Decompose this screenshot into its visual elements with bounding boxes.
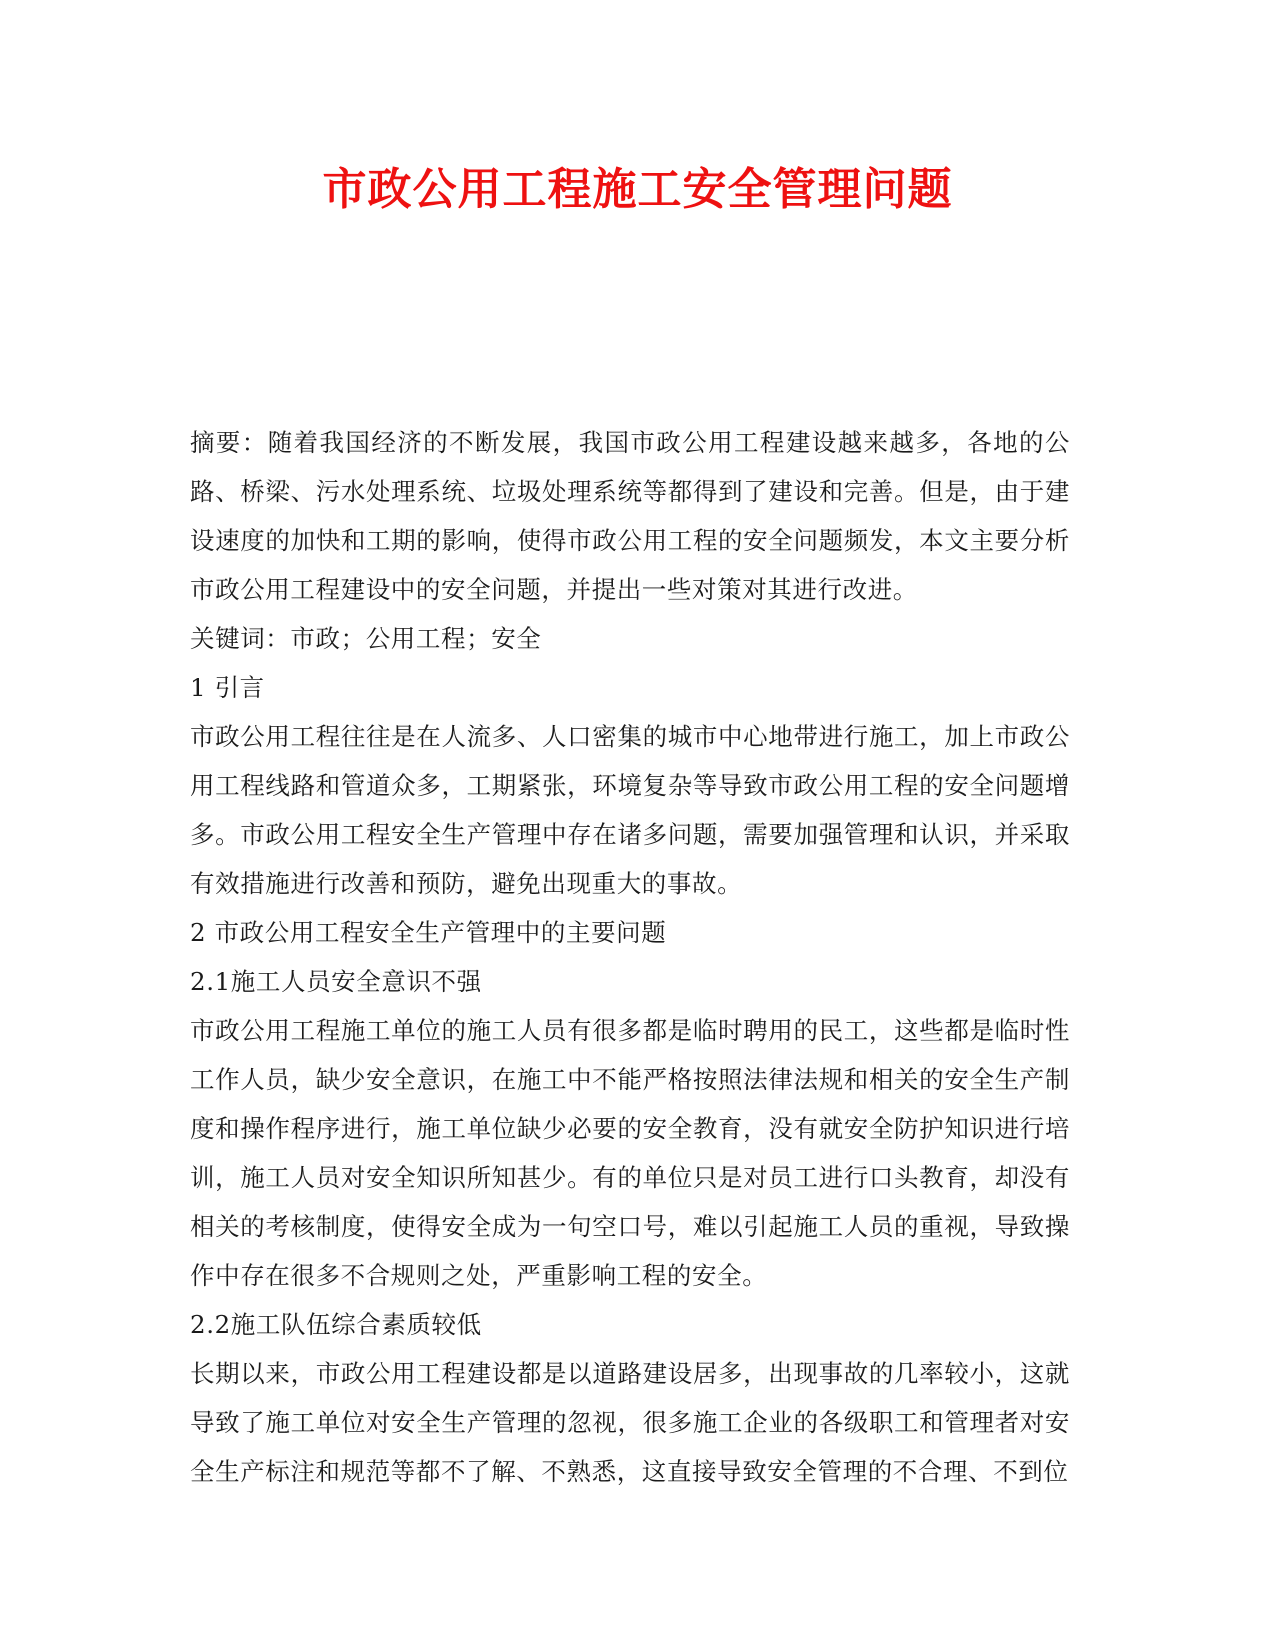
section-2-1-paragraph: 市政公用工程施工单位的施工人员有很多都是临时聘用的民工，这些都是临时性工作人员，缺少安全意识，在施工中不能严格按照法律法规和相关的安全生产制度和操作程序进行，施工单位缺少必要的安全教育，没有就安全防护知识进行培训，施工人员对安全知识所知甚少。有的单位只是对员工进行口头教育，却没有相关的考核制度，使得安全成为一句空口号，难以引起施工人员的重视，导致操作中存在很多不合规则之处，严重影响工程的安全。	[190, 1016, 1070, 1290]
document-title: 市政公用工程施工安全管理问题	[322, 164, 953, 215]
section-2-heading: 2 市政公用工程安全生产管理中的主要问题	[190, 918, 667, 947]
section-1-paragraph: 市政公用工程往往是在人流多、人口密集的城市中心地带进行施工，加上市政公用工程线路和管道众多，工期紧张，环境复杂等导致市政公用工程的安全问题增多。市政公用工程安全生产管理中存在诸多问题，需要加强管理和认识，并采取有效措施进行改善和预防，避免出现重大的事故。	[190, 722, 1070, 898]
document-body	[190, 418, 1070, 1496]
section-2-2-heading: 2.2施工队伍综合素质较低	[190, 1310, 482, 1339]
abstract-paragraph: 摘要：随着我国经济的不断发展，我国市政公用工程建设越来越多，各地的公路、桥梁、污水处理系统、垃圾处理系统等都得到了建设和完善。但是，由于建设速度的加快和工期的影响，使得市政公用工程的安全问题频发，本文主要分析市政公用工程建设中的安全问题，并提出一些对策对其进行改进。	[190, 428, 1070, 604]
keywords-line: 关键词：市政；公用工程；安全	[190, 624, 542, 653]
section-2-2-paragraph: 长期以来，市政公用工程建设都是以道路建设居多，出现事故的几率较小，这就导致了施工单位对安全生产管理的忽视，很多施工企业的各级职工和管理者对安全生产标注和规范等都不了解、不熟悉，这直接导致安全管理的不合理、不到位	[190, 1359, 1070, 1486]
section-2-1-heading: 2.1施工人员安全意识不强	[190, 967, 482, 996]
section-1-heading: 1 引言	[190, 673, 265, 702]
